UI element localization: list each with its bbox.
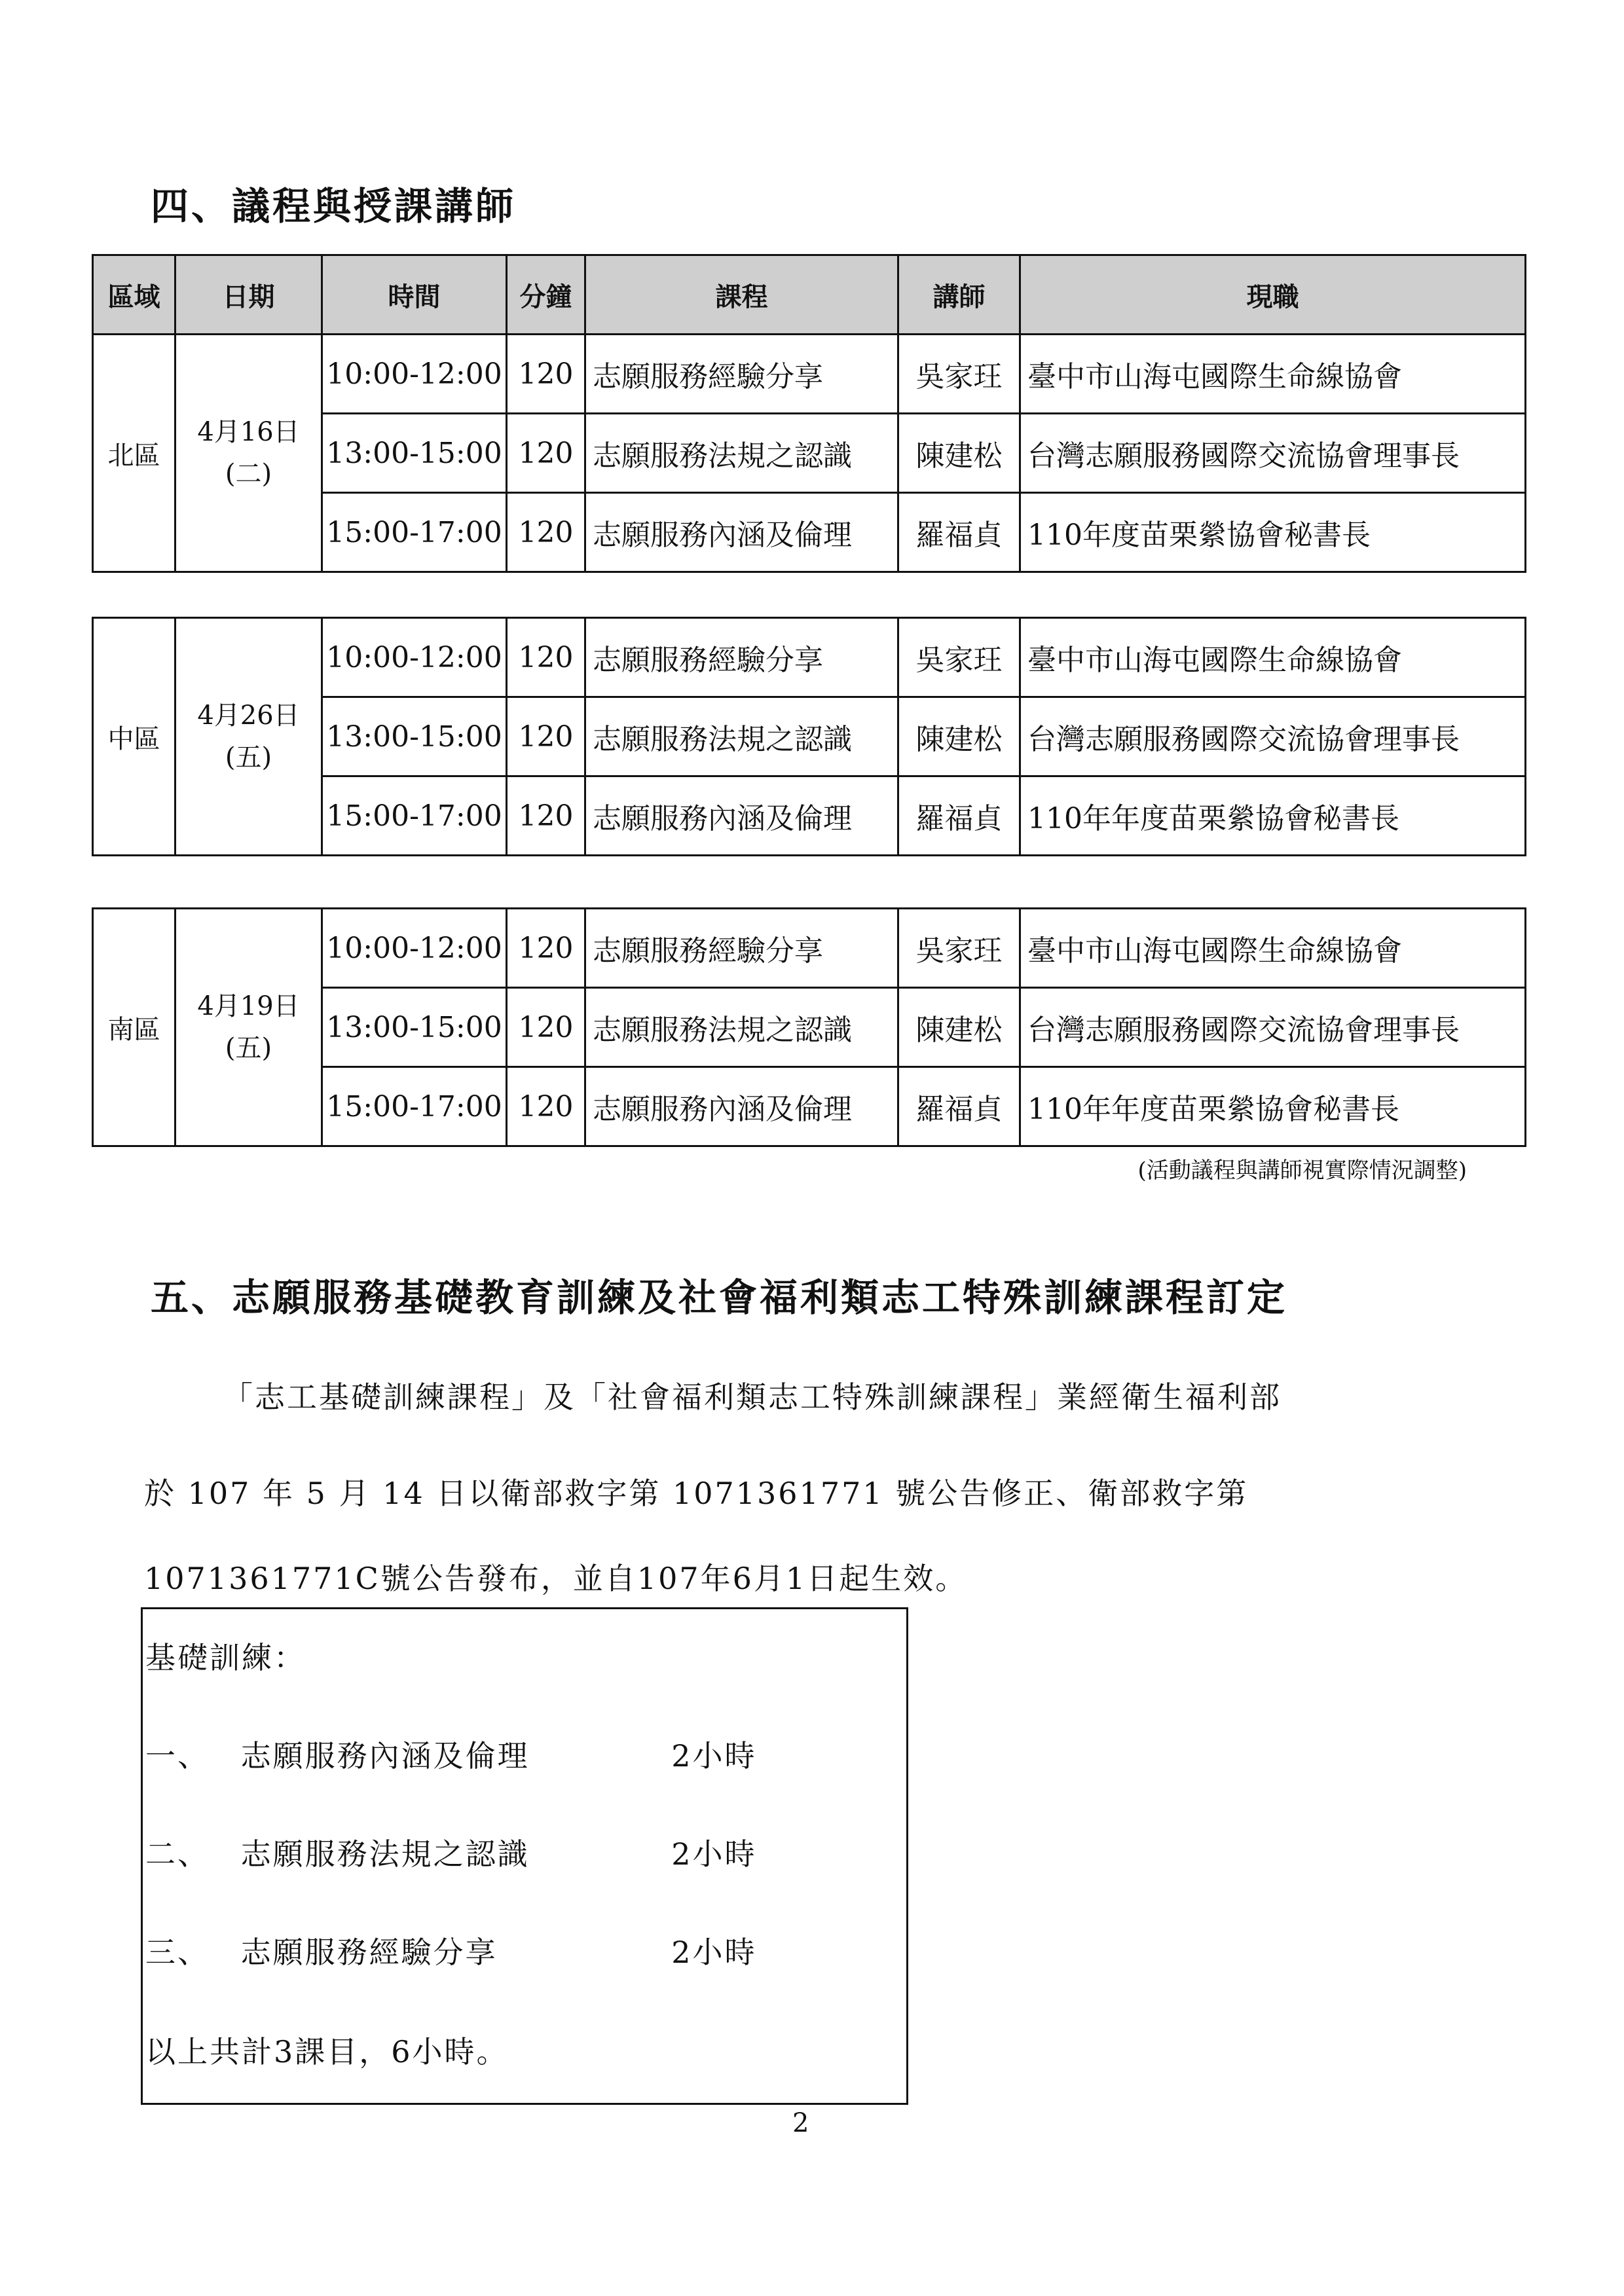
time-cell: 13:00-15:00 <box>322 697 507 776</box>
position-cell: 台灣志願服務國際交流協會理事長 <box>1020 988 1526 1067</box>
position-cell: 台灣志願服務國際交流協會理事長 <box>1020 697 1526 776</box>
table-row <box>93 618 1526 697</box>
minutes-cell: 120 <box>507 988 585 1067</box>
basic-training-title: 基礎訓練： <box>145 1640 306 1675</box>
table-row <box>93 909 1526 988</box>
schedule-table-central <box>92 617 1526 856</box>
paragraph-line: 於 107 年 5 月 14 日以衛部救字第 1071361771 號公告修正、衛部救字第 <box>144 1476 1249 1511</box>
paragraph-line: 1071361771C號公告發布，並自107年6月1日起生效。 <box>144 1561 968 1596</box>
position-cell: 臺中市山海屯國際生命線協會 <box>1020 618 1526 697</box>
section-5-heading: 五、志願服務基礎教育訓練及社會福利類志工特殊訓練課程訂定 <box>151 1275 1288 1320</box>
schedule-table-north <box>92 254 1526 573</box>
date-cell: 4月26日 (五) <box>175 618 322 856</box>
minutes-cell: 120 <box>507 1067 585 1146</box>
minutes-cell: 120 <box>507 697 585 776</box>
basic-training-summary: 以上共計3課目，6小時。 <box>145 2034 509 2069</box>
lecturer-cell: 陳建松 <box>898 988 1020 1067</box>
position-cell: 台灣志願服務國際交流協會理事長 <box>1020 414 1526 493</box>
position-cell: 110年年度苗栗縈協會秘書長 <box>1020 776 1526 856</box>
time-cell: 10:00-12:00 <box>322 618 507 697</box>
course-cell: 志願服務法規之認識 <box>585 988 898 1067</box>
minutes-cell: 120 <box>507 909 585 988</box>
date-cell: 4月16日 (二) <box>175 335 322 572</box>
list-item: 二、 志願服務法規之認識 2小時 <box>145 1836 757 1872</box>
page-number: 2 <box>792 2108 809 2138</box>
region-cell: 中區 <box>93 618 175 856</box>
section-4-heading: 四、議程與授課講師 <box>151 184 517 228</box>
time-cell: 15:00-17:00 <box>322 776 507 856</box>
region-cell: 南區 <box>93 909 175 1146</box>
lecturer-cell: 羅福貞 <box>898 776 1020 856</box>
time-cell: 15:00-17:00 <box>322 493 507 572</box>
minutes-cell: 120 <box>507 414 585 493</box>
course-cell: 志願服務內涵及倫理 <box>585 776 898 856</box>
minutes-cell: 120 <box>507 776 585 856</box>
list-item: 一、 志願服務內涵及倫理 2小時 <box>145 1738 757 1774</box>
region-cell: 北區 <box>93 335 175 572</box>
course-cell: 志願服務內涵及倫理 <box>585 493 898 572</box>
lecturer-cell: 吳家玨 <box>898 909 1020 988</box>
position-cell: 110年度苗栗縈協會秘書長 <box>1020 493 1526 572</box>
minutes-cell: 120 <box>507 493 585 572</box>
lecturer-cell: 羅福貞 <box>898 493 1020 572</box>
table-row <box>93 335 1526 414</box>
time-cell: 10:00-12:00 <box>322 909 507 988</box>
time-cell: 13:00-15:00 <box>322 988 507 1067</box>
time-cell: 10:00-12:00 <box>322 335 507 414</box>
course-cell: 志願服務經驗分享 <box>585 335 898 414</box>
course-cell: 志願服務法規之認識 <box>585 697 898 776</box>
header-course: 課程 <box>585 255 898 335</box>
course-cell: 志願服務經驗分享 <box>585 618 898 697</box>
paragraph-line: 「志工基礎訓練課程」及「社會福利類志工特殊訓練課程」業經衛生福利部 <box>223 1379 1282 1415</box>
date-cell: 4月19日 (五) <box>175 909 322 1146</box>
header-position: 現職 <box>1020 255 1526 335</box>
lecturer-cell: 羅福貞 <box>898 1067 1020 1146</box>
list-item: 三、 志願服務經驗分享 2小時 <box>145 1935 757 1970</box>
schedule-table-south <box>92 907 1526 1147</box>
table-header-row <box>93 255 1526 335</box>
time-cell: 15:00-17:00 <box>322 1067 507 1146</box>
time-cell: 13:00-15:00 <box>322 414 507 493</box>
position-cell: 臺中市山海屯國際生命線協會 <box>1020 335 1526 414</box>
lecturer-cell: 吳家玨 <box>898 335 1020 414</box>
schedule-note: (活動議程與講師視實際情況調整) <box>1137 1157 1467 1184</box>
course-cell: 志願服務內涵及倫理 <box>585 1067 898 1146</box>
basic-training-box <box>141 1607 908 2105</box>
lecturer-cell: 吳家玨 <box>898 618 1020 697</box>
position-cell: 110年年度苗栗縈協會秘書長 <box>1020 1067 1526 1146</box>
lecturer-cell: 陳建松 <box>898 414 1020 493</box>
header-region: 區域 <box>93 255 175 335</box>
minutes-cell: 120 <box>507 618 585 697</box>
header-lecturer: 講師 <box>898 255 1020 335</box>
header-date: 日期 <box>175 255 322 335</box>
header-minutes: 分鐘 <box>507 255 585 335</box>
course-cell: 志願服務經驗分享 <box>585 909 898 988</box>
position-cell: 臺中市山海屯國際生命線協會 <box>1020 909 1526 988</box>
course-cell: 志願服務法規之認識 <box>585 414 898 493</box>
lecturer-cell: 陳建松 <box>898 697 1020 776</box>
minutes-cell: 120 <box>507 335 585 414</box>
header-time: 時間 <box>322 255 507 335</box>
